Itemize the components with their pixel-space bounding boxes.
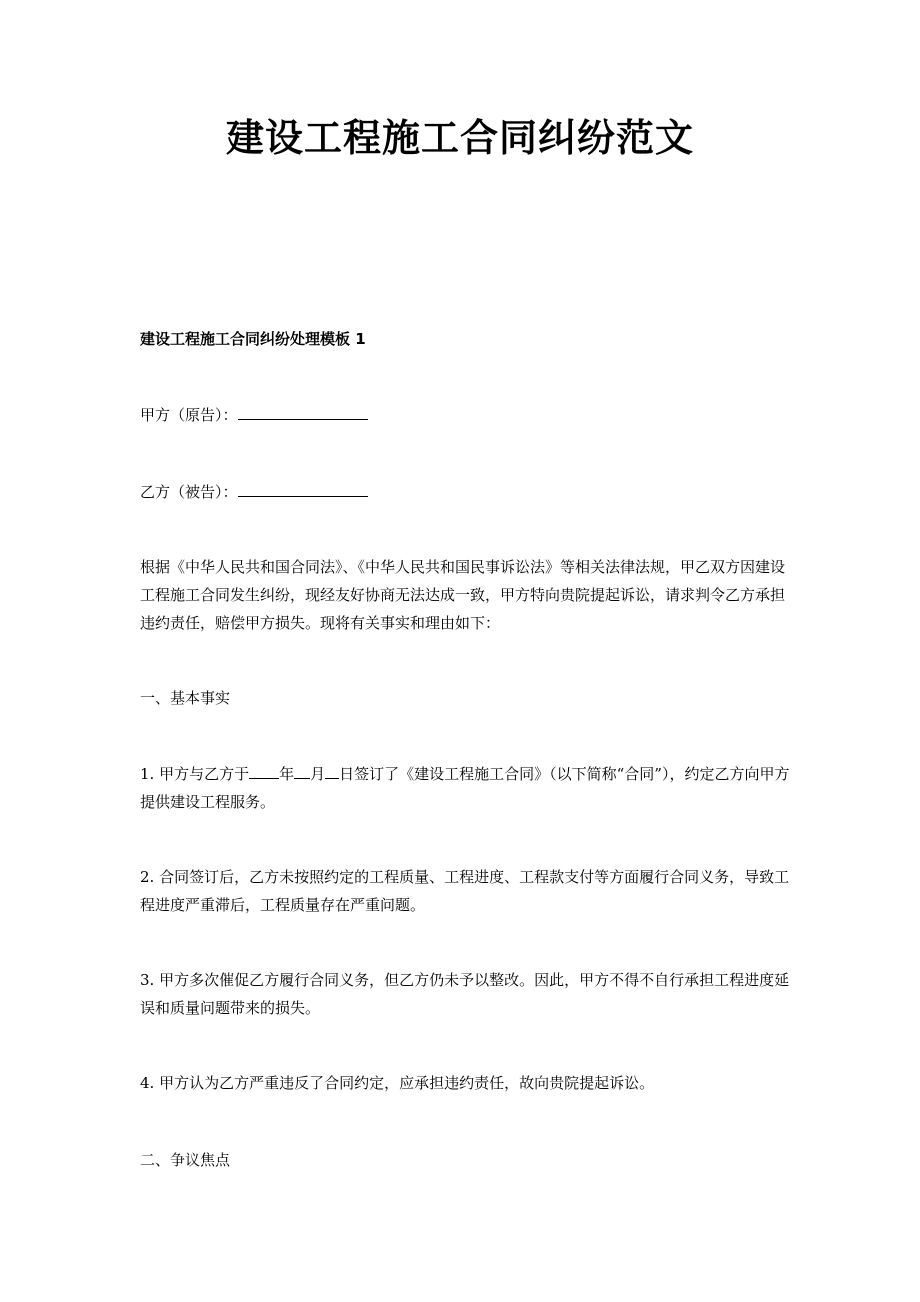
party-b-line: [140, 478, 790, 506]
item-3-paragraph: 3. 甲方多次催促乙方履行合同义务，但乙方仍未予以整改。因此，甲方不得不自行承担工程进度延误和质量问题带来的损失。: [140, 971, 790, 1017]
party-a-line: [140, 401, 790, 429]
item-1-rest: 日签订了《建设工程施工合同》（以下简称“合同”），约定乙方向甲方提供建设工程服务。: [140, 765, 790, 811]
day-blank: [325, 764, 339, 779]
party-b-label: 乙方（被告）：: [140, 483, 238, 501]
item-1-prefix: 1. 甲方与乙方于: [140, 765, 250, 783]
section-1-heading: 一、基本事实: [140, 689, 231, 707]
party-b-blank: [238, 480, 368, 497]
item-1-year: 年: [279, 765, 295, 783]
document-title: 建设工程施工合同纠纷范文: [225, 115, 694, 160]
party-a-label: 甲方（原告）：: [140, 406, 238, 424]
section-2-heading: 二、争议焦点: [140, 1151, 231, 1169]
intro-paragraph: 根据《中华人民共和国合同法》、《中华人民共和国民事诉讼法》等相关法律法规，甲乙双方因建设工程施工合同发生纠纷，现经友好协商无法达成一致，甲方特向贵院提起诉讼，请求判令乙方承担违约责任，赔偿甲方损失。现将有关事实和理由如下：: [140, 558, 786, 632]
month-blank: [294, 764, 310, 779]
item-1-paragraph: [140, 760, 790, 816]
item-4-paragraph: 4. 甲方认为乙方严重违反了合同约定，应承担违约责任，故向贵院提起诉讼。: [140, 1074, 655, 1092]
item-2-paragraph: 2. 合同签订后，乙方未按照约定的工程质量、工程进度、工程款支付等方面履行合同义务，导致工程进度严重滞后，工程质量存在严重问题。: [140, 868, 790, 914]
item-1-month: 月: [310, 765, 326, 783]
template-subtitle: 建设工程施工合同纠纷处理模板 1: [140, 330, 366, 348]
party-a-blank: [238, 403, 368, 420]
year-blank: [249, 764, 279, 779]
